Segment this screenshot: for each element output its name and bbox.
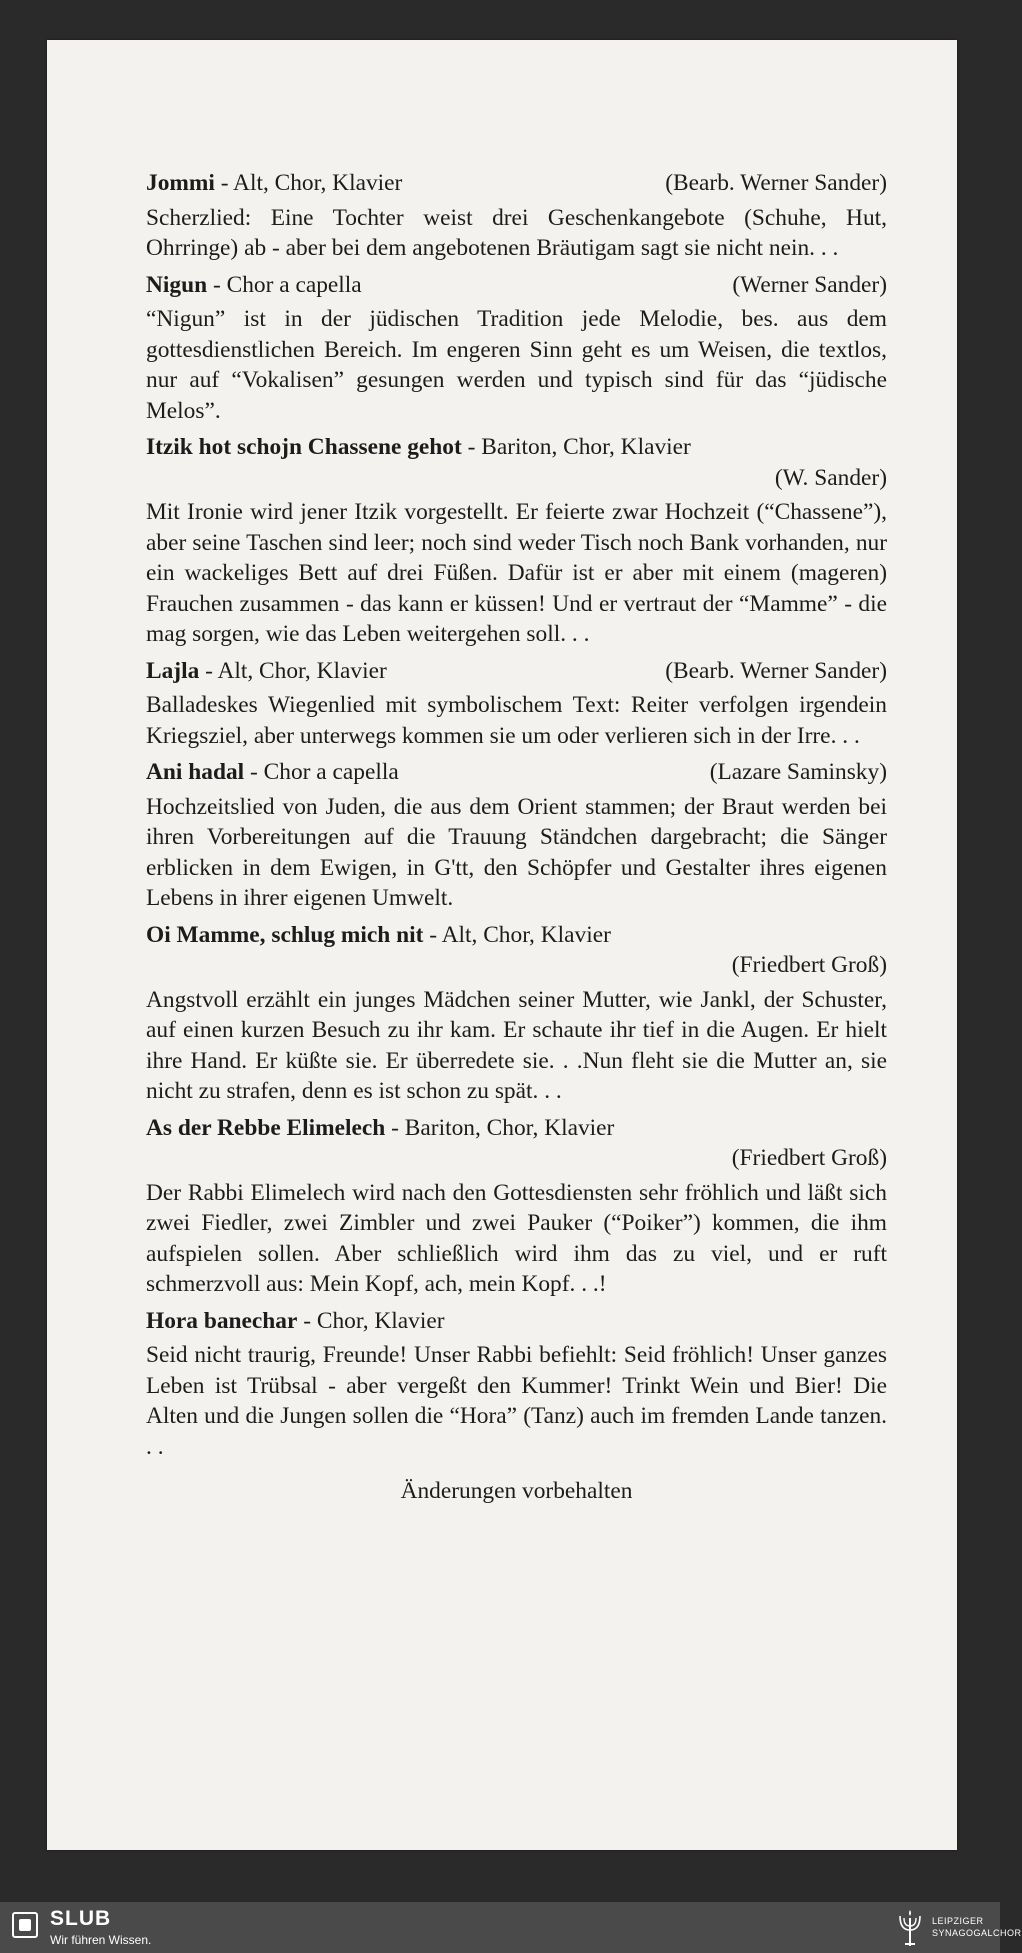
program-notes <box>146 168 887 1507</box>
entry-heading-lajla <box>146 656 887 687</box>
song-title: Nigun <box>146 271 208 298</box>
entry-heading-hora-banechar <box>146 1306 887 1337</box>
document-page <box>47 40 957 1850</box>
song-description: Der Rabbi Elimelech wird nach den Gottesdiensten sehr fröhlich und läßt sich zwei Fiedler, zwei Zimbler und zwei Pauker (“Poiker”) kommen, die ihm aufspielen sollen. Aber schließlich wird ihm das zu viel, und er ruft schmerzvoll aus: Mein Kopf, ach, mein Kopf. . .! <box>146 1179 887 1297</box>
viewer-footer-bar <box>0 1902 1022 1953</box>
song-voices: - Chor a capella <box>207 271 362 298</box>
song-voices: - Alt, Chor, Klavier <box>214 170 403 196</box>
entry-heading-ani-hadal <box>146 757 887 788</box>
song-description: “Nigun” ist in der jüdischen Tradition jede Melodie, bes. aus dem gottesdienstlichen Bereich. Im engeren Sinn geht es um Weisen, die textlos, nur auf “Vokalisen” gesungen werden und typisch sind für das “jüdische Melos”. <box>146 306 887 424</box>
song-credit: (Bearb. Werner Sander) <box>665 657 887 684</box>
song-description: Seid nicht traurig, Freunde! Unser Rabbi befiehlt: Seid fröhlich! Unser ganzes Leben ist Trübsal - aber vergeßt den Kummer! Trinkt Wein und Bier! Die Alten und die Jungen sollen die “Hora” (Tanz) auch im fremden Lande tanzen. . . <box>146 1342 887 1460</box>
song-title: Itzik hot schojn Chassene gehot <box>146 434 462 460</box>
song-title: Lajla <box>146 657 200 684</box>
slub-logo-icon[interactable] <box>12 1912 38 1938</box>
entry-heading-oi-mamme <box>146 920 887 951</box>
entry-heading-jommi <box>146 168 887 199</box>
song-description: Scherzlied: Eine Tochter weist drei Geschenkangebote (Schuhe, Hut, Ohrringe) ab - aber bei dem angebotenen Bräutigam sagt sie nicht nein. . . <box>146 204 887 261</box>
song-voices: - Alt, Chor, Klavier <box>423 921 611 948</box>
slub-tagline: Wir führen Wissen. <box>50 1933 152 1947</box>
song-credit: (Bearb. Werner Sander) <box>665 170 887 196</box>
song-description: Balladeskes Wiegenlied mit symbolischem Text: Reiter verfolgen irgendein Kriegsziel, aber unterwegs kommen sie um oder verlieren sich in der Irre. . . <box>146 692 887 749</box>
song-voices: - Chor a capella <box>244 759 399 785</box>
song-description: Hochzeitslied von Juden, die aus dem Orient stammen; der Braut werden bei ihren Vorbereitungen auf die Trauung Ständchen dargebracht; die Sänger erblicken in dem Ewigen, in G'tt, den Schöpfer und Gestalter ihres eigenen Lebens in ihrer eigenen Umwelt. <box>146 793 887 911</box>
song-credit: (Lazare Saminsky) <box>709 759 887 785</box>
song-credit: (Werner Sander) <box>732 271 887 298</box>
entry-heading-nigun <box>146 270 887 301</box>
song-description: Angstvoll erzählt ein junges Mädchen seiner Mutter, wie Jankl, der Schuster, auf einen kurzen Besuch zu ihr kam. Er schaute ihr tief in die Augen. Er hielt ihre Hand. Er küßte sie. Er überredete sie. . .Nun fleht sie die Mutter an, sie nicht zu strafen, denn es ist schon zu spät. . . <box>146 986 887 1104</box>
entry-heading-as-der-rebbe <box>146 1113 887 1144</box>
song-title: Jommi <box>146 170 215 196</box>
song-title: Hora banechar <box>146 1307 298 1334</box>
song-description: Mit Ironie wird jener Itzik vorgestellt. Er feierte zwar Hochzeit (“Chassene”), aber seine Taschen sind leer; noch sind weder Tisch noch Bank vorhanden, nur ein wackeliges Bett auf drei Füßen. Dafür ist er aber mit einem (mageren) Frauchen zusammen - das kann er küssen! Und er vertraut der “Mamme” - die mag sorgen, wie das Leben weitergehen soll. . . <box>146 499 887 647</box>
song-credit: (Friedbert Groß) <box>731 952 887 978</box>
song-voices: - Bariton, Chor, Klavier <box>385 1114 615 1141</box>
song-title: As der Rebbe Elimelech <box>146 1114 386 1141</box>
footer-note: Änderungen vorbehalten <box>400 1478 633 1504</box>
choir-logo-text <box>932 1915 1022 1939</box>
choir-line-2: SYNAGOGALCHOR <box>932 1928 1022 1938</box>
song-voices: - Bariton, Chor, Klavier <box>461 434 691 460</box>
entry-heading-itzik <box>146 432 887 463</box>
song-credit: (Friedbert Groß) <box>731 1145 887 1171</box>
song-voices: - Chor, Klavier <box>297 1307 445 1334</box>
slub-name[interactable]: SLUB <box>50 1907 112 1930</box>
menorah-icon <box>896 1906 924 1948</box>
song-title: Ani hadal <box>146 759 245 785</box>
choir-line-1: LEIPZIGER <box>932 1916 984 1926</box>
song-title: Oi Mamme, schlug mich nit <box>146 921 424 948</box>
song-credit: (W. Sander) <box>774 464 887 491</box>
song-voices: - Alt, Chor, Klavier <box>199 657 387 684</box>
